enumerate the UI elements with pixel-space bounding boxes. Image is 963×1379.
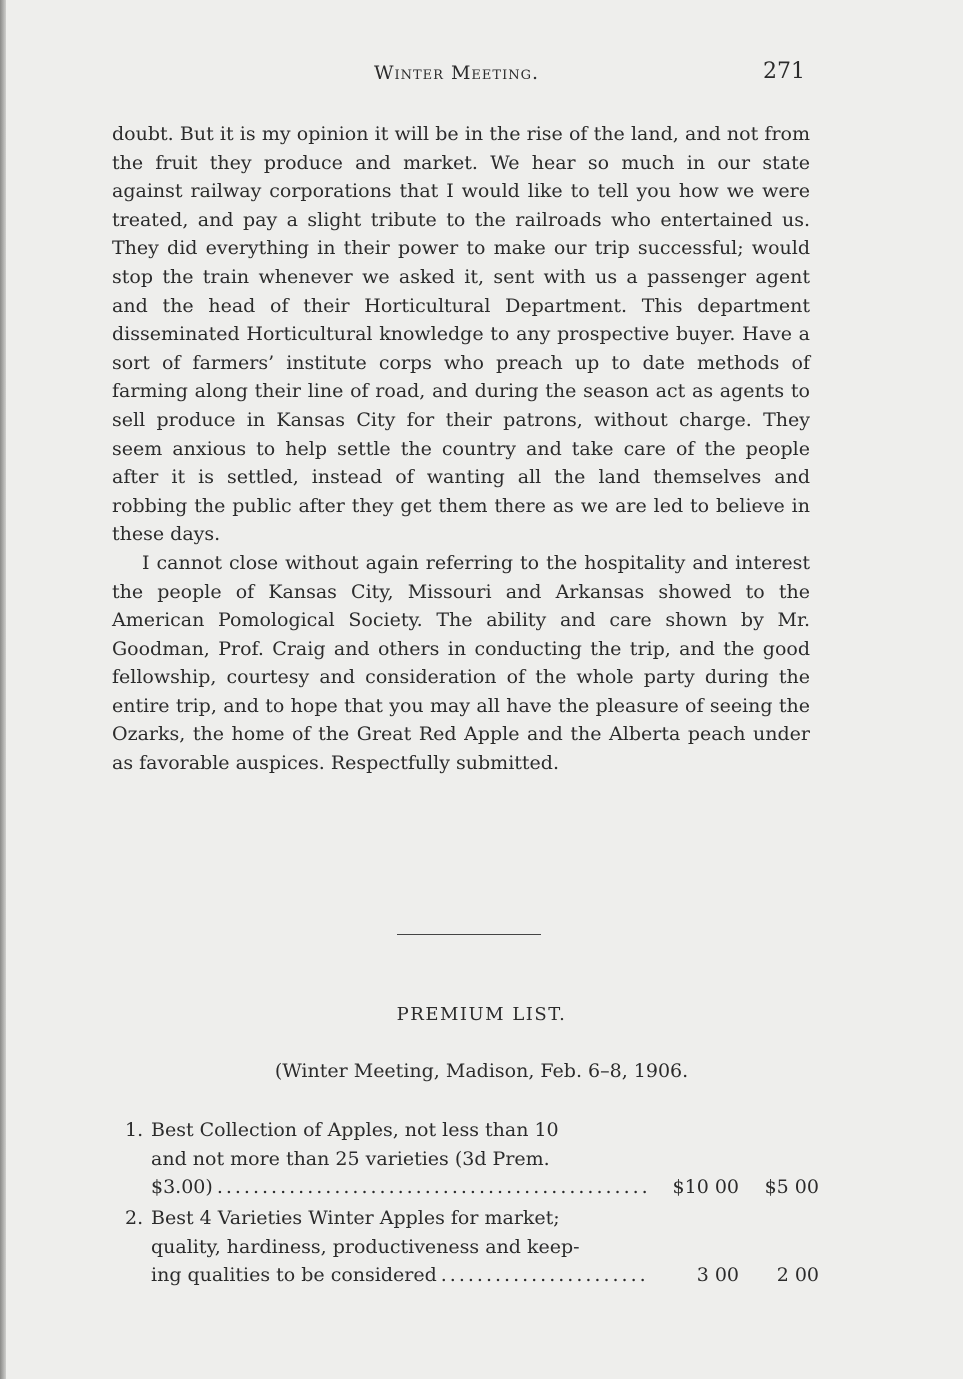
second-premium-amount: 2 00 [776,1264,819,1287]
page-header [110,59,805,96]
premium-item [125,1116,823,1202]
dot-leader [217,1173,649,1202]
paragraph-closing: I cannot close without again referring to the hospitality and interest the people of Kansas City, Missouri and Arkansas showed to the American Pomological Society. The ability and care shown by Mr. Goodman, Prof. Craig and others in conducting the trip, and the good fellowship, courtesy and consideration of the whole party during the entire trip, and to hope that you may all have the pleasure of seeing the Ozarks, the home of the Great Red Apple and the Alberta peach under as favorable auspices. Respectfully submitted. [112,551,810,775]
paragraph-continued: doubt. But it is my opinion it will be in the rise of the land, and not from the fruit they produce and market. We hear so much in our state against railway corporations that I would like to tell you how we were treated, and pay a slight tribute to the railroads who entertained us. They did everything in their power to make our trip successful; would stop the train whenever we asked it, sent with us a passenger agent and the head of their Horticultural Department. This department disseminated Horticultural knowledge to any prospective buyer. Have a sort of farmers’ institute corps who preach up to date methods of farming along their line of road, and during the season act as agents to sell produce in Kansas City for their patrons, without charge. They seem anxious to help settle the country and take care of the people after it is settled, instead of wanting all the land themselves and robbing the public after they get them there as we are led to believe in these days. [112,123,810,546]
premium-list-subtitle: (Winter Meeting, Madison, Feb. 6–8, 1906. [274,1060,689,1082]
premium-item-line: $3.00) [151,1176,213,1199]
second-premium-amount: $5 00 [764,1176,819,1199]
premium-item-line: ing qualities to be considered [151,1264,437,1287]
premium-item-line: Best 4 Varieties Winter Apples for market; [151,1207,560,1229]
premium-item-last-line [151,1173,819,1202]
premium-item-line: quality, hardiness, productiveness and keep- [151,1235,580,1258]
dot-leader [441,1261,649,1290]
first-premium-amount: 3 00 [696,1264,739,1287]
premium-item-number: 2. [125,1207,144,1229]
section-divider [397,934,541,935]
premium-item-last-line [151,1261,819,1290]
running-title: Winter Meeting. [373,62,540,84]
first-premium-amount: $10 00 [672,1176,739,1199]
page-binding-edge [0,0,6,1379]
premium-item-description [151,1204,819,1290]
premium-item [125,1204,823,1290]
premium-item-description [151,1116,819,1202]
body-text [112,120,810,778]
premium-item-line: and not more than 25 varieties (3d Prem. [151,1147,550,1170]
premium-item-number: 1. [125,1119,144,1141]
page-number: 271 [763,59,805,84]
premium-item-line: Best Collection of Apples, not less than 10 [151,1119,559,1141]
premium-list-title: PREMIUM LIST. [396,1004,567,1025]
